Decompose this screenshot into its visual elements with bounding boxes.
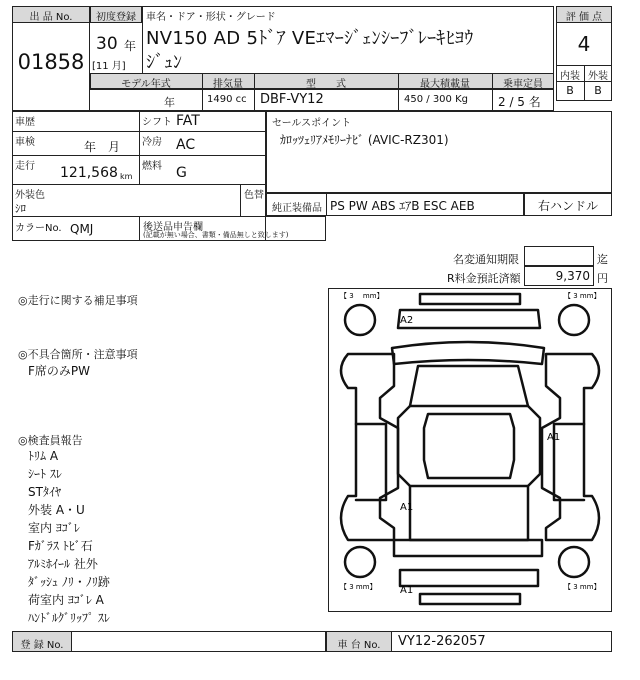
- lot-no: 01858: [17, 50, 85, 74]
- inspector-item: ｱﾙﾐﾎｲｰﾙ 社外: [28, 557, 98, 571]
- damage-mark-a2: A2: [400, 315, 414, 326]
- model-year-label: モデル年式: [121, 79, 171, 90]
- shift-label: シフト: [142, 117, 172, 128]
- max-load: 450 / 300 Kg: [404, 94, 468, 105]
- equipment-value: PS PW ABS ｴｱB ESC AEB: [330, 199, 475, 213]
- post-report-label: 後送品申告欄: [143, 222, 203, 233]
- tire-depth-tr: 【 3 mm】: [564, 292, 601, 300]
- driving-notes-title: ◎走行に関する補足事項: [18, 294, 138, 307]
- first-reg-year: 30: [96, 34, 118, 54]
- tire-depth-br: 【 3 mm】: [564, 583, 601, 591]
- car-name-line1: NV150 AD 5ﾄﾞｱ VEｴﾏｰｼﾞｪﾝｼｰﾌﾞﾚｰｷﾋﾖｳ: [146, 28, 474, 49]
- tire-icon-br: [559, 547, 589, 577]
- recycle-label: R料金預託済額: [447, 272, 521, 285]
- exterior-grade: B: [594, 84, 602, 97]
- car-damage-diagram: [328, 288, 612, 612]
- displacement: 1490 cc: [207, 94, 247, 105]
- tire-icon-tr: [559, 305, 589, 335]
- ac-label: 冷房: [142, 137, 162, 148]
- recycle-value: 9,370: [555, 269, 590, 283]
- name-change-suffix: 迄: [597, 253, 608, 266]
- inspection-value: 年 月: [84, 140, 121, 154]
- chassis-no: VY12-262057: [398, 634, 486, 649]
- tire-icon-tl: [345, 305, 375, 335]
- equipment-label: 純正装備品: [272, 203, 322, 214]
- ext-color-label: 外装色: [15, 190, 45, 201]
- inspector-item: STﾀｲﾔ: [28, 485, 61, 499]
- inspector-item: ｼｰﾄ ｽﾚ: [28, 467, 62, 481]
- mileage-label: 走行: [15, 161, 35, 172]
- damage-mark-a1-left: A1: [400, 502, 414, 513]
- defects-title: ◎不具合箇所・注意事項: [18, 348, 138, 361]
- name-change-box: [524, 246, 594, 266]
- recycle-unit: 円: [597, 272, 608, 285]
- sales-points-text: ｶﾛｯﾂｪﾘｱﾒﾓﾘｰﾅﾋﾞ (AVIC-RZ301): [280, 133, 449, 147]
- car-name-line2: ｼﾞｭﾝ: [146, 52, 182, 73]
- capacity-label: 乗車定員: [503, 79, 543, 90]
- steering-value: 右ハンドル: [537, 199, 598, 213]
- color-no-label: カラーNo.: [15, 223, 62, 234]
- fuel-label: 燃料: [142, 161, 162, 172]
- inspector-item: 外装 A・U: [28, 503, 85, 517]
- rating-label: 評 価 点: [565, 12, 603, 23]
- type-label: 型 式: [306, 79, 346, 90]
- history-label: 車歴: [15, 117, 35, 128]
- rating-value: 4: [577, 32, 591, 56]
- model-year-unit: 年: [164, 96, 175, 109]
- shift-value: FAT: [176, 113, 200, 129]
- inspector-title: ◎検査員報告: [18, 434, 83, 447]
- lot-no-label: 出 品 No.: [29, 12, 73, 23]
- reg-no-label: 登 録 No.: [20, 640, 64, 651]
- capacity: 2 / 5 名: [498, 95, 541, 109]
- first-reg-year-suffix: 年: [124, 39, 137, 53]
- first-reg-label: 初度登録: [96, 12, 136, 23]
- inspector-item: 室内 ﾖｺﾞﾚ: [28, 521, 80, 535]
- inspector-item: Fｶﾞﾗｽ ﾄﾋﾞ石: [28, 539, 93, 553]
- fuel-value: G: [176, 165, 187, 181]
- ext-color-value: ｼﾛ: [15, 202, 26, 215]
- interior-grade: B: [566, 84, 574, 97]
- tire-depth-tl: 【 3 mm】: [340, 292, 384, 300]
- tire-icon-bl: [345, 547, 375, 577]
- damage-mark-a1-right: A1: [547, 432, 561, 443]
- mileage-unit: km: [120, 172, 133, 181]
- color-no-value: QMJ: [70, 222, 94, 236]
- inspector-item: 荷室内 ﾖｺﾞﾚ A: [28, 593, 104, 607]
- interior-label: 内装: [560, 71, 580, 82]
- chassis-label: 車 台 No.: [337, 640, 381, 651]
- name-change-label: 名変通知期限: [453, 253, 519, 266]
- car-name-label: 車名・ドア・形状・グレード: [146, 12, 276, 23]
- type-value: DBF-VY12: [260, 92, 324, 107]
- damage-mark-a1-bottom: A1: [400, 585, 414, 596]
- sales-points-label: セールスポイント: [272, 118, 352, 129]
- defects-text: F席のみPW: [28, 364, 91, 378]
- inspector-item: ﾊﾝﾄﾞﾙｸﾞﾘｯﾌﾟ ｽﾚ: [28, 611, 110, 625]
- color-change-label: 色替: [244, 190, 264, 201]
- exterior-label: 外装: [588, 71, 608, 82]
- tire-depth-bl: 【 3 mm】: [340, 583, 377, 591]
- inspector-item: ﾄﾘﾑ A: [28, 449, 59, 463]
- post-report-note: (記載が無い場合、書類・備品無しと致します): [143, 231, 289, 239]
- inspector-item: ﾀﾞｯｼｭ ﾉﾘ・ﾉﾘ跡: [28, 575, 110, 589]
- first-reg-month: [11 月]: [92, 61, 126, 72]
- inspection-label: 車検: [15, 137, 35, 148]
- max-load-label: 最大積載量: [420, 79, 470, 90]
- mileage-value: 121,568: [60, 165, 118, 181]
- displacement-label: 排気量: [213, 79, 243, 90]
- ac-value: AC: [176, 137, 196, 153]
